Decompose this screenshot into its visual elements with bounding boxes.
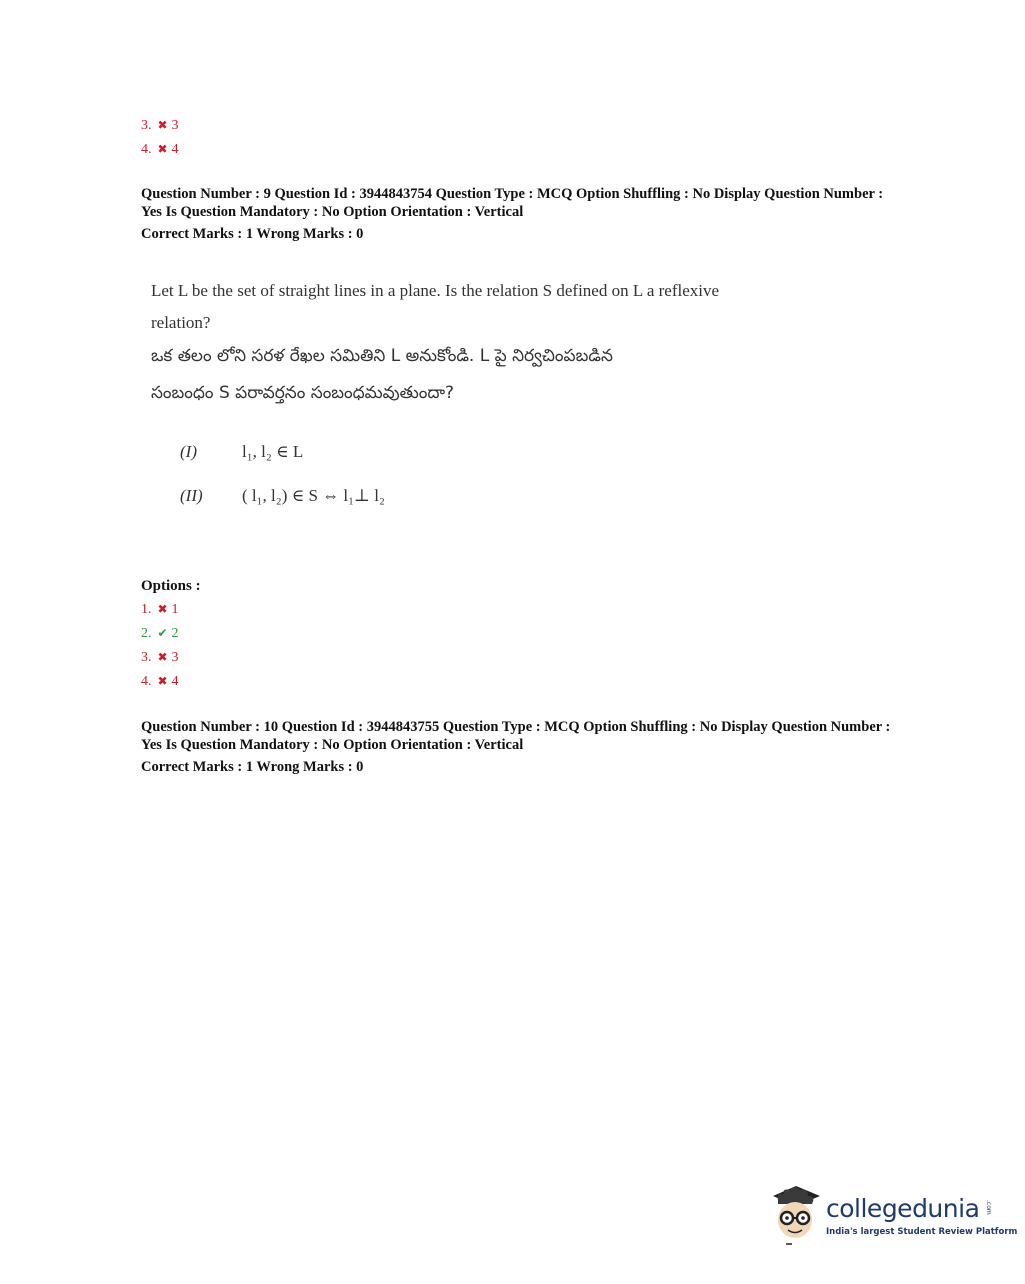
q10-meta: Question Number : 10 Question Id : 3944843755 Question Type : MCQ Option Shuffling : No Display Question Number : Yes Is Question Mandatory : No Option Orientation : Vertical xyxy=(141,719,891,753)
cross-icon: ✖ xyxy=(157,118,168,132)
option-number: 2. xyxy=(141,626,152,641)
option-number: 4. xyxy=(141,674,152,689)
logo-tagline: India's largest Student Review Platform xyxy=(826,1227,1018,1237)
option-value: 3 xyxy=(171,650,179,665)
check-icon: ✔ xyxy=(157,626,168,640)
option-value: 4 xyxy=(171,142,179,157)
q9-option-1 xyxy=(141,600,179,619)
option-number: 4. xyxy=(141,142,152,157)
q9-telugu-line2: సంబంధం S పరావర్తనం సంబంధమవుతుందా? xyxy=(151,383,455,403)
q9-marks: Correct Marks : 1 Wrong Marks : 0 xyxy=(141,226,364,242)
option-value: 1 xyxy=(171,602,179,617)
option-value: 3 xyxy=(171,118,179,133)
cross-icon: ✖ xyxy=(157,142,168,156)
option-number: 1. xyxy=(141,602,152,617)
cross-icon: ✖ xyxy=(157,650,168,664)
q9-item-2-expr: ( l₁, l₂) ∈ S ⇔ l₁⊥ l₂ xyxy=(242,486,385,505)
option-number: 3. xyxy=(141,650,152,665)
q9-option-3 xyxy=(141,648,179,667)
q9-item-1-expr: l₁, l₂ ∈ L xyxy=(242,442,304,461)
q9-option-2 xyxy=(141,624,179,643)
logo-name: collegedunia xyxy=(826,1194,980,1223)
cross-icon: ✖ xyxy=(157,674,168,688)
prev-option-4 xyxy=(141,140,179,159)
prev-option-3 xyxy=(141,116,179,135)
option-number: 3. xyxy=(141,118,152,133)
q9-text-line2: relation? xyxy=(151,313,211,332)
q9-text-line1: Let L be the set of straight lines in a plane. Is the relation S defined on L a reflexive xyxy=(151,281,720,300)
q9-meta: Question Number : 9 Question Id : 3944843754 Question Type : MCQ Option Shuffling : No Display Question Number : Yes Is Question Mandatory : No Option Orientation : Vertical xyxy=(141,186,884,220)
q9-item-2-label: (II) xyxy=(180,486,203,505)
option-value: 2 xyxy=(171,626,179,641)
cross-icon: ✖ xyxy=(157,602,168,616)
logo-suffix: .com xyxy=(985,1200,992,1215)
q10-marks: Correct Marks : 1 Wrong Marks : 0 xyxy=(141,759,364,775)
q9-telugu-line1: ఒక తలం లోని సరళ రేఖల సమితిని L అనుకోండి. L పై నిర్వచింపబడిన xyxy=(151,346,613,366)
q9-options-title: Options : xyxy=(141,578,201,594)
q9-option-4 xyxy=(141,672,179,691)
q9-item-1-label: (I) xyxy=(180,442,197,461)
option-value: 4 xyxy=(171,674,179,689)
mascot-icon xyxy=(768,1178,828,1248)
